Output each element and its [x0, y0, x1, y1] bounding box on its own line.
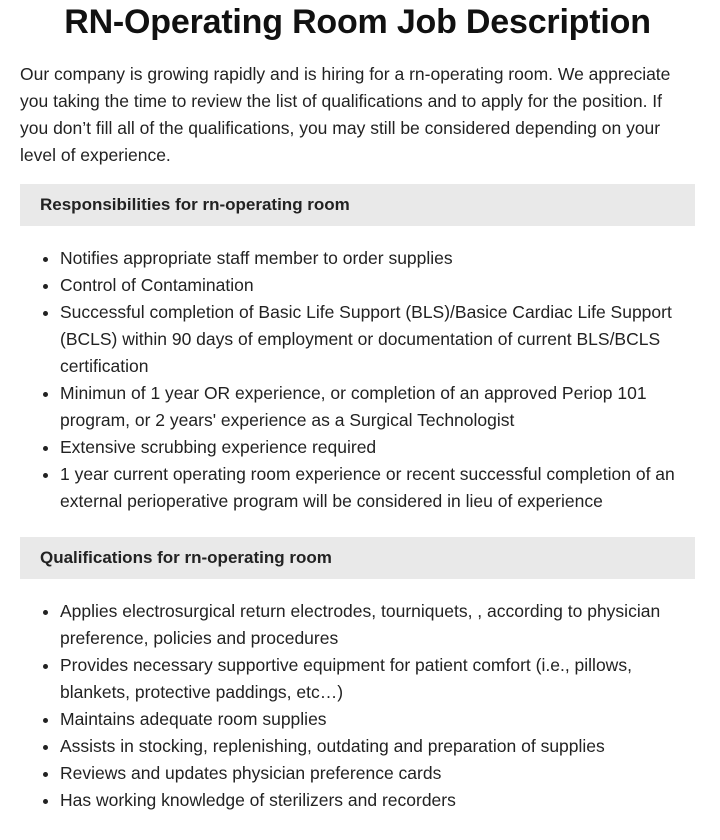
list-item: • 1 year current operating room experience or recent successful completion of an external perioperative program will be considered in lieu of experience — [60, 461, 695, 515]
page-title: RN-Operating Room Job Description — [64, 3, 651, 41]
responsibilities-list — [20, 245, 695, 515]
list-item: • Assists in stocking, replenishing, outdating and preparation of supplies — [60, 733, 695, 760]
list-item: • Control of Contamination — [60, 272, 695, 299]
intro-paragraph: Our company is growing rapidly and is hiring for a rn-operating room. We appreciate you taking the time to review the list of qualifications and to apply for the position. If you don’t fill all of the qualifications, you may still be considered depending on your level of experience. — [20, 64, 671, 165]
list-item: • Has working knowledge of sterilizers and recorders — [60, 787, 695, 814]
list-item: • Applies electrosurgical return electrodes, tourniquets, , according to physician preference, policies and procedures — [60, 598, 695, 652]
list-item: • Extensive scrubbing experience required — [60, 434, 695, 461]
responsibilities-heading: Responsibilities for rn-operating room — [20, 184, 695, 226]
list-item: • Successful completion of Basic Life Support (BLS)/Basice Cardiac Life Support (BCLS) within 90 days of employment or documentation of current BLS/BCLS certification — [60, 299, 695, 380]
qualifications-heading: Qualifications for rn-operating room — [20, 537, 695, 579]
list-item: • Notifies appropriate staff member to order supplies — [60, 245, 695, 272]
list-item: • Provides necessary supportive equipment for patient comfort (i.e., pillows, blankets, protective paddings, etc…) — [60, 652, 695, 706]
list-item: • Minimun of 1 year OR experience, or completion of an approved Periop 101 program, or 2 years' experience as a Surgical Technologist — [60, 380, 695, 434]
qualifications-list — [20, 598, 695, 814]
list-item: • Maintains adequate room supplies — [60, 706, 695, 733]
list-item: • Reviews and updates physician preference cards — [60, 760, 695, 787]
